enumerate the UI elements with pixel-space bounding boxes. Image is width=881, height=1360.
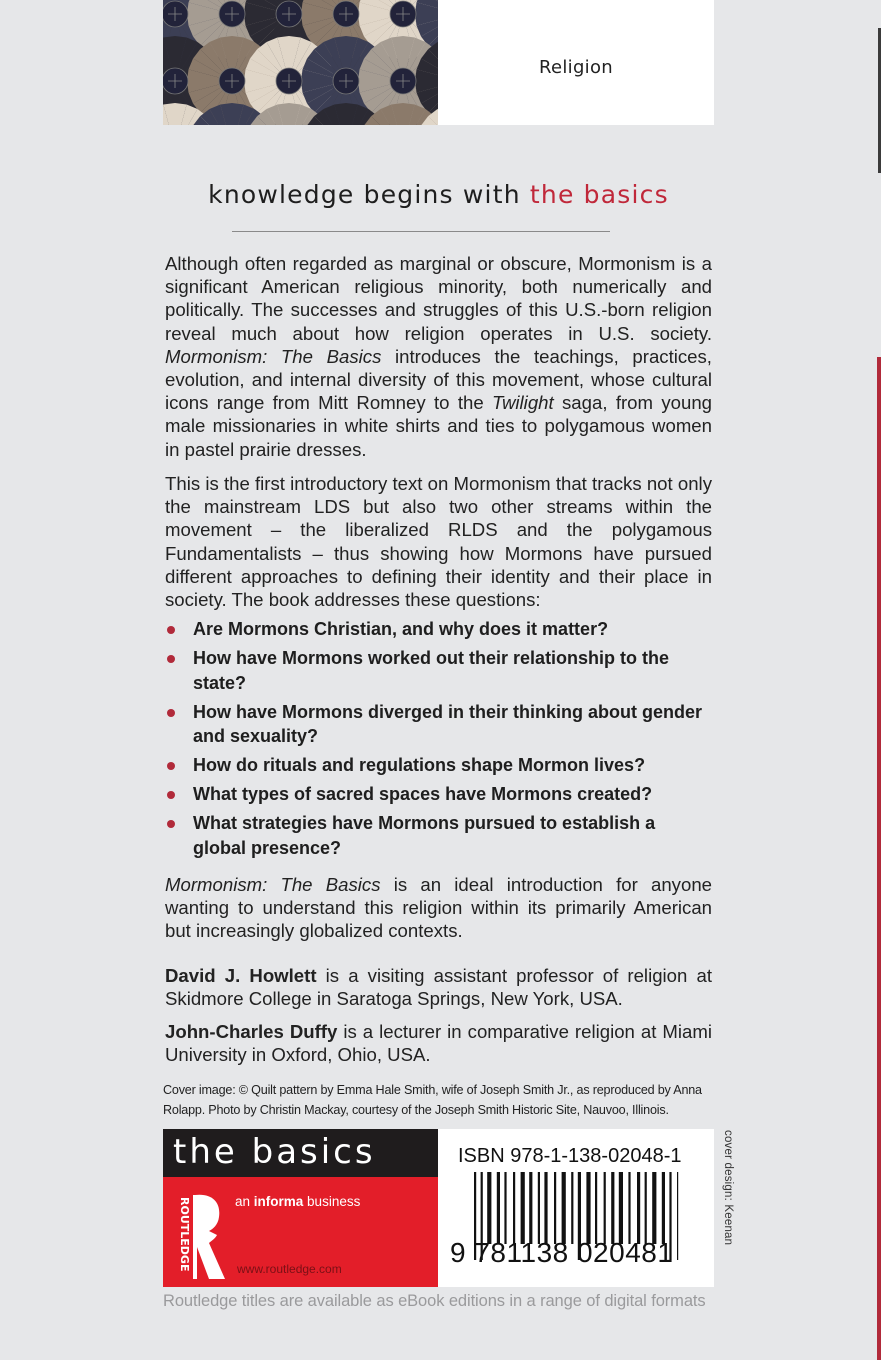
brand-red-band	[163, 1177, 438, 1287]
bullet-icon	[167, 820, 175, 828]
publisher-brand-box	[163, 1129, 438, 1287]
bullet-icon	[167, 762, 175, 770]
informa-tagline	[235, 1194, 360, 1209]
cover-image-credit: Cover image: © Quilt pattern by Emma Hale Smith, wife of Joseph Smith Jr., as reproduced by Anna Rolapp. Photo by Christin Mackay, courtesy of the Joseph Smith Historic Site, Nauvoo, Illinois.	[163, 1083, 702, 1117]
barcode-bar	[554, 1172, 556, 1244]
barcode-bar	[645, 1172, 647, 1244]
edge-strip-red	[877, 357, 881, 1360]
twilight-italic: Twilight	[492, 392, 554, 414]
barcode-bar	[487, 1172, 491, 1244]
series-label: Religion	[538, 57, 614, 78]
barcode-bar	[604, 1172, 606, 1244]
question-item	[165, 782, 712, 807]
barcode-bar	[611, 1172, 614, 1244]
book-title-italic: Mormonism: The Basics	[165, 345, 382, 367]
barcode-bar	[652, 1172, 656, 1244]
barcode-bar	[662, 1172, 665, 1244]
barcode-bar	[571, 1172, 573, 1244]
description-paragraph-2: This is the first introductory text on Mormonism that tracks not only the mainstream LDS but also two other streams within the movement – the liberalized RLDS and the polygamous Fundamentalists – thus showing how Mormons have pursued different approaches to defining their identity and their place in society. The book addresses these questions:	[165, 473, 712, 611]
series-label-box	[438, 0, 714, 125]
text: business	[303, 1194, 361, 1209]
text: saga, from young male missionaries in white shirts and ties to polygamous women in pastel prairie dresses.	[165, 392, 712, 460]
bullet-icon	[167, 626, 175, 634]
brand-title-band	[163, 1129, 438, 1177]
question-item	[165, 617, 712, 642]
question-text: What strategies have Mormons pursued to establish a global presence?	[193, 813, 656, 858]
routledge-logo-icon	[173, 1191, 231, 1283]
question-text: How do rituals and regulations shape Mormon lives?	[193, 755, 646, 775]
bullet-icon	[167, 709, 175, 717]
brand-title: the basics	[173, 1132, 376, 1172]
author-bio-text: is a lecturer in comparative religion at Miami University in Oxford, Ohio, USA.	[165, 1021, 712, 1066]
barcode-bar	[538, 1172, 540, 1244]
author-name: John-Charles Duffy	[165, 1021, 338, 1042]
isbn-box	[438, 1129, 714, 1287]
ebook-note: Routledge titles are available as eBook editions in a range of digital formats	[163, 1292, 706, 1310]
description-paragraph-1	[165, 252, 712, 461]
question-item	[165, 753, 712, 778]
book-title-italic: Mormonism: The Basics	[165, 874, 381, 895]
informa-wordmark: informa	[253, 1194, 304, 1209]
publisher-url[interactable]: www.routledge.com	[237, 1262, 342, 1276]
barcode-bar	[544, 1172, 547, 1244]
barcode-bar	[521, 1172, 525, 1244]
barcode-bar	[637, 1172, 640, 1244]
routledge-wordmark: ROUTLEDGE	[178, 1197, 191, 1272]
question-text: What types of sacred spaces have Mormons created?	[193, 784, 653, 804]
author-bio-text: is a visiting assistant professor of religion at Skidmore College in Saratoga Springs, New York, USA.	[165, 965, 712, 1010]
barcode-bar	[529, 1172, 532, 1244]
tagline-prefix: knowledge begins with	[208, 180, 530, 209]
cover-design-credit: cover design: Keenan	[722, 1130, 734, 1246]
divider	[232, 231, 610, 232]
text: is an ideal introduction for anyone wanting to understand this religion within its primarily American but increasingly globalized contexts.	[165, 874, 713, 942]
question-text: Are Mormons Christian, and why does it matter?	[193, 619, 609, 639]
tagline-accent: the basics	[529, 180, 669, 209]
questions-list	[165, 617, 712, 865]
text: Although often regarded as marginal or obscure, Mormonism is a significant American religious minority, both numerically and politically. The successes and struggles of this U.S.-born religion reveal much about how religion operates in U.S. society.	[165, 253, 712, 344]
author-bio-1	[165, 964, 712, 1010]
author-name: David J. Howlett	[165, 965, 317, 986]
barcode-bar	[497, 1172, 500, 1244]
question-item	[165, 646, 712, 695]
author-bio-2	[165, 1020, 712, 1066]
barcode-bar	[595, 1172, 597, 1244]
bullet-icon	[167, 655, 175, 663]
quilt-pattern-icon	[163, 0, 438, 125]
text: an	[235, 1194, 254, 1209]
series-tagline	[163, 180, 714, 209]
cover-quilt-image	[163, 0, 438, 125]
question-text: How have Mormons worked out their relationship to the state?	[193, 648, 670, 693]
barcode-bar	[619, 1172, 623, 1244]
barcode-bar	[586, 1172, 590, 1244]
question-item	[165, 811, 712, 860]
barcode-bar	[562, 1172, 566, 1244]
bullet-icon	[167, 791, 175, 799]
barcode-bar	[513, 1172, 515, 1244]
isbn-label: ISBN 978-1-138-02048-1	[458, 1145, 682, 1167]
question-text: How have Mormons diverged in their thinking about gender and sexuality?	[193, 701, 703, 746]
description-paragraph-3	[165, 873, 712, 943]
barcode-bar	[504, 1172, 506, 1244]
barcode-bar	[677, 1172, 678, 1260]
question-item	[165, 700, 712, 749]
barcode-digits: 9 781138 020481	[450, 1237, 674, 1268]
barcode-bar	[628, 1172, 630, 1244]
text: introduces the teachings, practices, evolution, and internal diversity of this movement, whose cultural icons range from Mitt Romney to the	[165, 345, 712, 414]
